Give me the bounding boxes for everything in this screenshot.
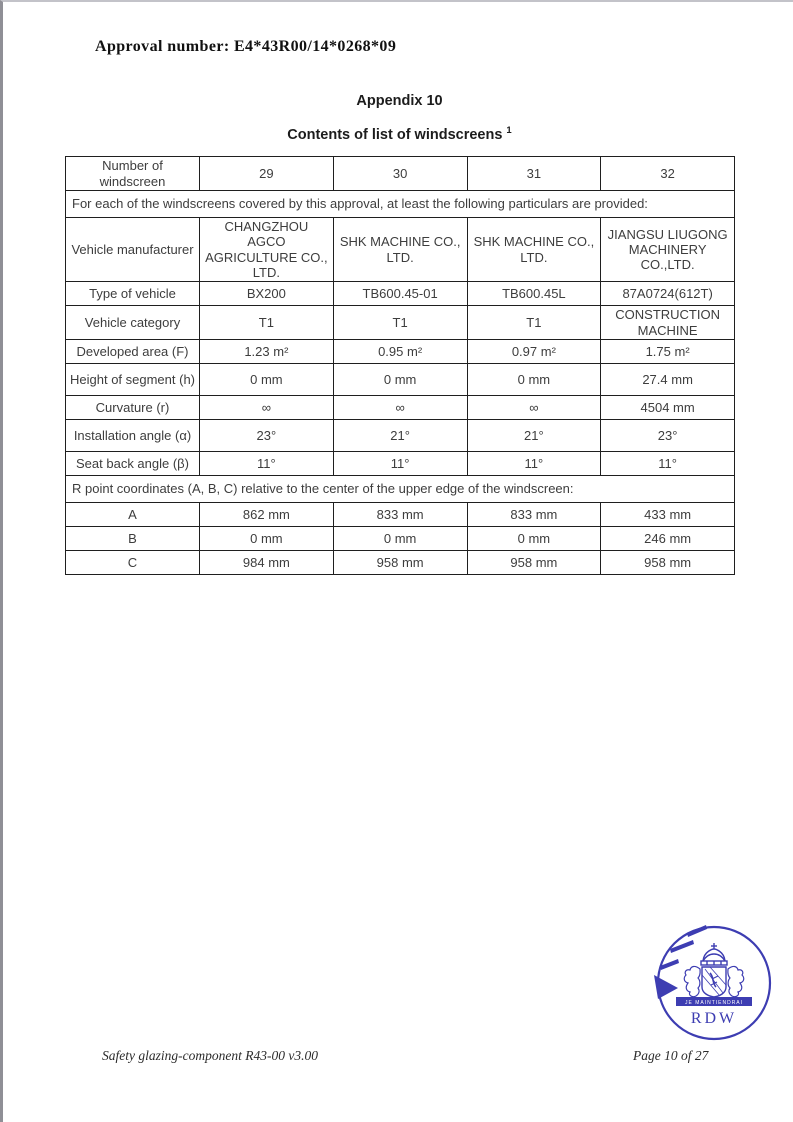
rpoint-intro-text: R point coordinates (A, B, C) relative to the center of the upper edge of the windscreen:	[66, 475, 735, 502]
motto-banner	[676, 997, 752, 1006]
rdw-stamp-icon	[650, 921, 780, 1045]
contents-title-footnote: 1	[506, 125, 512, 136]
cell: 11°	[601, 451, 735, 475]
row-label: Number of windscreen	[66, 157, 200, 191]
cell: 0 mm	[467, 526, 601, 550]
cell: 11°	[333, 451, 467, 475]
cell: 246 mm	[601, 526, 735, 550]
table-row-installation-angle	[66, 419, 735, 451]
row-label: Type of vehicle	[66, 282, 200, 306]
table-row-coordinate-b	[66, 526, 735, 550]
cell: BX200	[200, 282, 334, 306]
table-row-rpoint-intro	[66, 475, 735, 502]
cell: JIANGSU LIUGONG MACHINERY CO.,LTD.	[601, 218, 735, 282]
table-row-intro	[66, 191, 735, 218]
cell: 1.23 m²	[200, 339, 334, 363]
footer-page-number: Page 10 of 27	[633, 1048, 709, 1063]
cell: 0 mm	[333, 526, 467, 550]
cell: 87A0724(612T)	[601, 282, 735, 306]
row-label: Height of segment (h)	[66, 363, 200, 395]
cell: 958 mm	[333, 550, 467, 574]
row-label: Vehicle category	[66, 306, 200, 340]
row-label: Developed area (F)	[66, 339, 200, 363]
cell: T1	[467, 306, 601, 340]
table-row-type	[66, 282, 735, 306]
windscreen-number-cell: 32	[601, 157, 735, 191]
cell: TB600.45L	[467, 282, 601, 306]
cell: 23°	[200, 419, 334, 451]
row-label: Installation angle (α)	[66, 419, 200, 451]
row-label: Seat back angle (β)	[66, 451, 200, 475]
approval-number: Approval number: E4*43R00/14*0268*09	[95, 38, 397, 55]
appendix-title: Appendix 10	[356, 93, 443, 109]
row-label: B	[66, 526, 200, 550]
table-row-curvature	[66, 395, 735, 419]
shield-icon	[702, 967, 726, 997]
cell: TB600.45-01	[333, 282, 467, 306]
cell: CHANGZHOU AGCO AGRICULTURE CO., LTD.	[200, 218, 334, 282]
table-row-coordinate-a	[66, 502, 735, 526]
stamp-motto: JE MAINTIENDRAI	[684, 1000, 744, 1006]
cell: 958 mm	[467, 550, 601, 574]
intro-text: For each of the windscreens covered by this approval, at least the following particulars are provided:	[66, 191, 735, 218]
cell: 958 mm	[601, 550, 735, 574]
cell: 984 mm	[200, 550, 334, 574]
table-row-developed-area	[66, 339, 735, 363]
table-row-height-segment	[66, 363, 735, 395]
row-label: C	[66, 550, 200, 574]
cell: 23°	[601, 419, 735, 451]
table-row-manufacturer	[66, 218, 735, 282]
footer-document-reference: Safety glazing-component R43-00 v3.00	[102, 1048, 318, 1063]
cell: 21°	[333, 419, 467, 451]
row-label: A	[66, 502, 200, 526]
cell: 0 mm	[333, 363, 467, 395]
row-label: Curvature (r)	[66, 395, 200, 419]
cell: 862 mm	[200, 502, 334, 526]
cell: SHK MACHINE CO., LTD.	[333, 218, 467, 282]
cell: 0.95 m²	[333, 339, 467, 363]
cell: 1.75 m²	[601, 339, 735, 363]
cell: ∞	[200, 395, 334, 419]
table-row-category	[66, 306, 735, 340]
cell: 0.97 m²	[467, 339, 601, 363]
windscreen-table	[65, 156, 735, 575]
windscreen-number-cell: 30	[333, 157, 467, 191]
cell: 0 mm	[200, 526, 334, 550]
row-label: Vehicle manufacturer	[66, 218, 200, 282]
cell: T1	[333, 306, 467, 340]
cell: 433 mm	[601, 502, 735, 526]
cell: 4504 mm	[601, 395, 735, 419]
cell: ∞	[333, 395, 467, 419]
cell: 27.4 mm	[601, 363, 735, 395]
cell: 833 mm	[467, 502, 601, 526]
cell: CONSTRUCTION MACHINE	[601, 306, 735, 340]
cell: 0 mm	[467, 363, 601, 395]
cell: T1	[200, 306, 334, 340]
windscreen-number-cell: 31	[467, 157, 601, 191]
cell: 833 mm	[333, 502, 467, 526]
cell: ∞	[467, 395, 601, 419]
contents-title	[3, 125, 793, 143]
contents-title-text: Contents of list of windscreens	[287, 126, 503, 143]
cell: 11°	[467, 451, 601, 475]
cell: 21°	[467, 419, 601, 451]
windscreen-number-cell: 29	[200, 157, 334, 191]
table-row-coordinate-c	[66, 550, 735, 574]
cell: SHK MACHINE CO., LTD.	[467, 218, 601, 282]
cell: 0 mm	[200, 363, 334, 395]
stamp-org-label: RDW	[690, 1010, 738, 1027]
table-row-number	[66, 157, 735, 191]
cell: 11°	[200, 451, 334, 475]
crown-icon	[701, 943, 727, 965]
table-row-seat-back-angle	[66, 451, 735, 475]
